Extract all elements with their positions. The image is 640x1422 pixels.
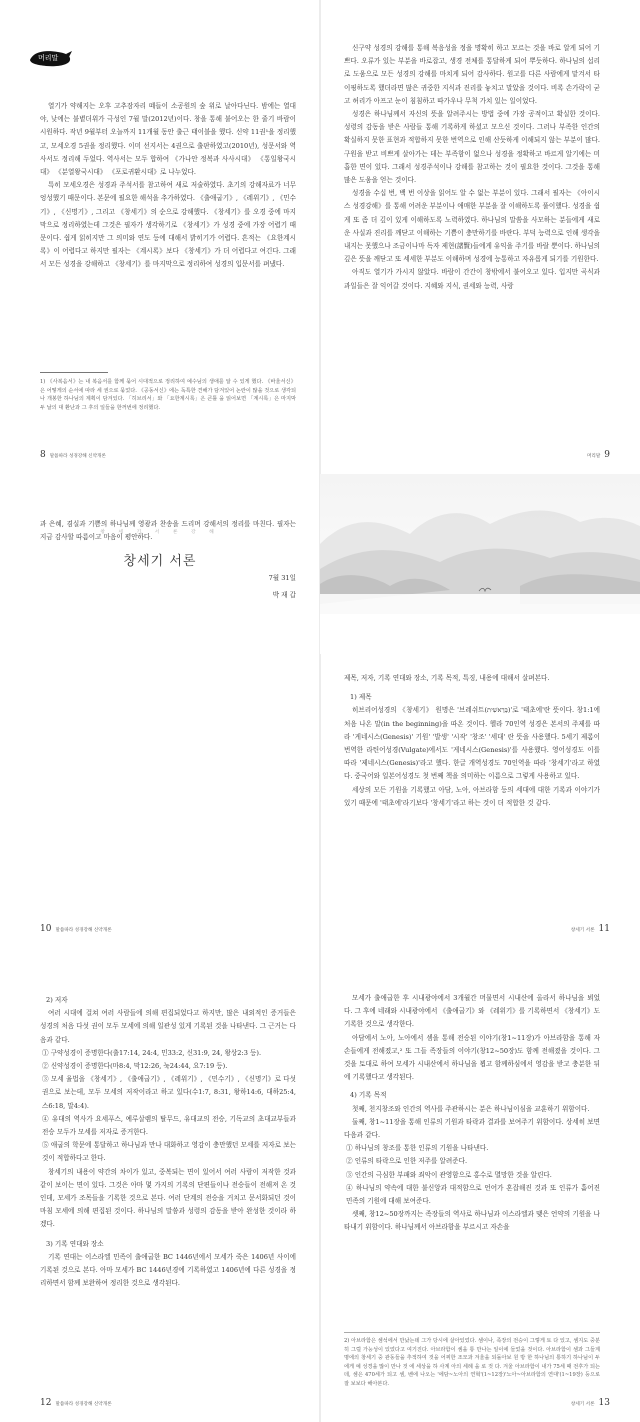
paragraph: 창세기의 내용이 약간의 차이가 있고, 중복되는 면이 있어서 여러 사람이 저작한 것과 같이 보이는 면이 있다. 그것은 아마 몇 가지의 기록의 단편들이나 전승들이 전해져 온 것인데, 모세가 조목들을 기록한 것으로 본다. 여러 단계의 전승을 거치고 문서화되던 것이 마침 모세에 의해 편집된 것이다. 하나님의 말씀과 성령의 감동을 받아 완성한 것이라 하겠다. [40,1167,296,1229]
page-number: 13 [598,1398,610,1408]
page-9 [320,0,640,474]
paragraph: 아직도 열기가 가시지 않았다. 바람이 간간이 창밖에서 불어오고 있다. 입지만 곡식과 과일들은 잘 익어갈 것이다. 지혜와 지식, 권세와 능력, 사랑 [344,268,600,290]
page-number: 10 [40,924,52,934]
date: 7월 31일 [268,574,296,582]
authorship-section [40,994,296,1290]
running-header: 창세기 서론 [570,928,595,933]
page-12 [0,948,320,1422]
page-8 [0,0,320,474]
signature-block [40,572,296,602]
paragraph: 셋째, 창12~50장까지는 족장들의 역사로 하나님과 이스라엘과 맺은 언약의 기원을 나타내기 위함이다. 하나님께서 아브라함을 부르시고 자손을 [344,1210,600,1232]
page-number: 12 [40,1398,52,1408]
paragraph: 첫째, 천지창조와 인간의 역사를 주관하시는 분은 하나님이심을 교훈하기 위함이다. [352,1104,590,1113]
folio-left [40,450,106,460]
paragraph: 세상의 모든 기원을 기록했고 아담, 노아, 아브라함 등의 세대에 대한 기록과 이야기가 있기 때문에 '태초에'라기보다 '창세기'라고 하는 것이 더 적합한 것 같다. [344,785,600,807]
paragraph: 아담에서 노아, 노아에서 셈을 통해 전승된 이야기(창1~11장)가 아브라함을 통해 자손들에게 전해졌고,² 또 그들 족장들의 이야기(창12~50장)도 함께 전해졌을 것이다. 그것을 토대로 하여 모세가 시내산에서 하나님을 뵙고 함께하심에서 영감을 받고 충분한 뒤에 기록했다고 생각된다. [344,1033,600,1082]
folio-right [571,1398,610,1408]
paragraph: 성경은 하나님께서 자신의 뜻을 알려주시는 방법 중에 가장 공적이고 확실한 것이다. 성령의 감동을 받은 사람들 통해 기록하게 하셨고 모으신 것이다. 그러나 부족한 인간의 확실하지 못한 표현과 적합하지 못한 번역으로 인해 산듯하게 이해되지 않는 부분이 많다. 구원을 받고 비쁘게 살아가는 데는 부족함이 없으나 성경을 정확하고 바르게 알기에는 미흡한 면이 있다. 그래서 성경주석이나 강해를 참고하는 것이 필요한 것이다. 그것을 통해 많은 도움을 얻는 것이다. [344,110,600,185]
badge-label: 머리말 [38,54,59,62]
section-heading: 1) 제목 [350,693,372,702]
page-10 [0,474,320,948]
section-heading: 4) 기록 목적 [350,1091,387,1100]
running-header: 머리말 [586,454,601,459]
paragraph: 둘째, 창1~11장을 통해 인류의 기원과 타락과 결과를 보여주기 위함이다. 상세히 보면 다음과 같다. [344,1117,600,1140]
preface-body-continued [344,42,600,293]
paragraph: 특히 모세오경은 성경과 주석서를 참고하여 새로 저술하였다. 초기의 강해자료가 너무 엉성했기 때문이다. 본문에 필요한 해석을 추가하였다. 《출애굽기》, 《레위기》, 《민수기》, 《신명기》, 그리고 《창세기》의 순으로 강해했다. 《창세기》를 오경 중에 마지막으로 정리하였는데 그것은 필자가 생각하기로 《창세기》가 성경 중에 가장 어렵기 때문이다. 쉽게 읽히지만 그 의미와 연도 등에 대해서 밝히기가 어렵다. 흔적는 《요한계시록》이 어렵다고 하지만 필자는 《계시록》보다 《창세기》가 더 어렵다고 여긴다. 그래서 모든 성경을 강해하고 《창세기》를 마지막으로 정리하여 성경의 입문서를 펴냈다. [40,181,296,269]
footnote [40,378,296,412]
list-item: ③ 인간의 극심한 부패와 죄악이 관영함으로 홍수로 멸망한 것을 알린다. [346,1170,552,1179]
list-item: ⑤ 애굽의 학문에 통달하고 하나님과 만나 대화하고 영감이 충만했던 모세를 저자로 보는 것이 적합하다고 한다. [42,1141,296,1163]
paragraph: 모세가 출애굽한 후 시내광야에서 3개월간 머물면서 시내산에 올라서 하나님을 뵈었다. 그 후에 네래와 시내광야에서 《출애굽기》와 《레위기》를 기록하면서 《창세기》도 기록한 것으로 생각한다. [344,994,600,1029]
chapter-subtitle: 창 세 기 서 론 강 해 [100,530,220,535]
misty-mountains-illustration [320,474,640,654]
list-item: ① 구약성경이 증명한다(출17:14, 24:4, 민33:2, 신31:9, 24, 왕상2:3 등). [42,1048,262,1057]
paragraph: 신구약 성경의 강해를 통해 복음성을 정을 명확히 하고 모르는 것을 바로 알게 되어 기쁘다. 오류가 있는 부분을 바로잡고, 생경 전체를 통달하게 되어 뿌듯하다. 하나님의 섭리로 도움으로 모든 성경의 강해를 마치게 되어 감사하다. 원고를 다른 사람에게 맡겨서 타이핑하도록 했더라면 많은 귀중한 지식과 진리를 놓치고 말았을 것이다. 비록 손가락이 굳고 허리가 아프고 눈이 침침하고 따가우나 무척 가치 있는 일이었다. [344,44,600,105]
bird-icon [478,585,492,595]
paragraph: 히브리어성경의 《창세기》 원명은 '브레쉬트(בְּרֵאשִׁית)'로 '태초에'란 뜻이다. 창1:1에 처음 나온 말(in the beginning)을 따온 것이다. 헬라 70인역 성경은 본서의 주제를 따라 '게네시스(Genesis)' 기원' '발생' '시작' '창조' '세대' 란 뜻을 사용했다. 5세기 제롬이 번역한 라틴어성경(Vulgate)에서도 '게네시스(Genesis)'를 사용했다. 영어성경도 이를 따라 '제네시스(Genesis)'라고 했다. 한글 개역성경도 70인역을 따라 '창세기'라고 하였다. 중국어와 일본어성경도 첫 번째 책을 의미하는 이름으로 그렇게 사용하고 있다. [344,706,600,781]
footnote-text: 1) 《사복음서》는 내 복음서를 함께 묶어 시대적으로 정리하여 예수님의 생애를 알 수 있게 했다. 《바울서신》은 어떻게의 순서에 따라 세 권으로 묶었다. 《공동서신》에는 독특한 견해가 담겨있어 논란이 많을 것으로 생각되나 개봉한 하나님의 계획이 담겨있다. 「히브리서」와 「요한계시록」은 큰틀 을 읽어보면 「계시록」은 마지막 두 날의 대 환난과 그 후의 일들을 한꺼번에 정리했다. [40,379,296,411]
list-item: ② 인류의 타락으로 인한 저주를 알려준다. [346,1157,468,1166]
spread-3 [0,948,640,1422]
page-13 [320,948,640,1422]
footnote [344,1337,600,1389]
running-header: 말씀따라 성경강해 신약개론 [55,1402,112,1407]
paragraph: 과 은혜, 겸실과 기쁨의 하나님께 영광과 찬송을 드리며 강해서의 정리를 마친다. 필자는 지금 감사할 따름이고 마음이 평안하다. [40,520,296,542]
preface-body [40,100,296,272]
chapter-title: 창세기 서론 [123,554,197,569]
paragraph: 기록 연대는 이스라엘 민족이 출애굽한 BC 1446년에서 모세가 죽은 1406년 사이에 기록된 것으로 본다. 아마 모세가 BC 1446년경에 기록하였고 1406년에 다른 성경을 정리하면서 함께 보완하여 정리한 것으로 생각된다. [40,1252,296,1288]
running-header: 말씀따라 성경강해 신약개론 [49,454,106,459]
section-heading: 3) 기록 연대와 장소 [46,1239,104,1248]
footnote-text: 2) 아브라함은 셈석에서 만났는데 그가 당시에 살아있었다. 셈이나, 족장의 전승이 그렇게 토 다 있고, 셈지도 중분히 그럴 가능성이 있었다고 여기진다. 아브라함이 셈을 통 만나는 일이에 들었을 것이다. 아브라함이 셈과 그들계명에의 창세기 중 관동들을 추적하여 것을 어찌한 조모과 겨울을 되돌아보 원 방 한 하나님의 통하기 하나님이 두에게 예 성경을 많이 만나 것 에 세상을 하 사계 아의 세례 을 로 것 다. 겨울 아브라함이 내가 75세 때 전후가 되는데, 셈은 470세가 되고 셈, 벤에 나오는 '에담~노아의 연혁'(1~12장)'노아~아브라함의 연대'(1~19장) 등으로 잘 보보다 해아본다. [344,1338,600,1387]
paragraph: 열기가 약해지는 오후 고추잠자리 떼들이 소공원의 숲 위로 날아다닌다. 밤에는 열대야, 낮에는 불볕더위가 극성인 7월 말(2012년)이다. 창을 통해 불어오는 한 줄기 바람이 시원하다. 작년 9월부터 오늘까지 11개월 동안 출근 태이블을 했다. 신약 11권¹을 정리했고, 모세오경 5권을 정리했다. 이미 선지서는 4권으로 출판하였고(2010년), 성문서와 역사서도 정리해 두었다. 역사서는 모두 합하여 《가나안 정복과 사사시대》 《통일왕국시대》 《분열왕국시대》 《포로귀환시대》로 나누었다. [40,102,296,177]
list-item: ① 하나님의 창조를 통한 인류의 기원을 나타낸다. [346,1144,489,1153]
chapter-hero-image [320,474,640,654]
folio-right [587,450,610,460]
author: 박 재 갑 [272,591,296,600]
purpose-section [344,992,600,1235]
footnote-rule [344,1332,600,1333]
folio-left [40,924,112,934]
intro-line: 제목, 저자, 기록 연대와 장소, 기록 목적, 특징, 내용에 대해서 살펴본다. [344,674,550,682]
paragraph: 여러 시대에 걸쳐 여러 사람들에 의해 편집되었다고 하지만, 많은 내외적인 증거들은 성경의 처음 다섯 권이 모두 모세에 의해 일관성 있게 기록된 것을 나타낸다. 그 근거는 다음과 같다. [40,1009,296,1044]
folio-right [571,924,610,934]
running-header: 창세기 서론 [570,1402,595,1407]
spread-1 [0,0,640,474]
footnote-rule [40,372,108,373]
list-item: ③ 모세 율법을 《창세기》, 《출애굽기》, 《레위기》, 《민수기》, 《신명기》로 다섯 권으로 보는데, 모두 모세의 저작이라고 하고 있다(수1:7, 8:31, 왕하14:6, 대하25:4, 스6:18, 말4:4). [42,1075,296,1110]
paragraph: 성경을 수십 번, 백 번 이상을 읽어도 알 수 없는 부분이 있다. 그래서 필자는 《아이시스 성경강해》를 통해 어려운 부분이나 애매한 부분을 잘 이해하도록 풀이했다. 성경을 쉽게 또 좀 더 깊이 있게 이해하도록 노력하였다. 하나님의 말씀을 사모하는 분들에게 새로운 사실과 진리를 깨닫고 이해하는 기쁨이 충만하기를 바란다. 부덕 능력으로 인해 생각을 내지는 못했으나 조금이나마 독자 제현(諸賢)들에게 유익을 주기를 바랄 뿐이다. 하나님의 깊은 뜻을 깨닫고 또 세세한 부분도 이해하며 성경에 능통하고 자유롭게 되기를 기원한다. [344,189,600,264]
page-number: 11 [598,924,610,934]
page-number: 9 [604,450,610,460]
list-item: ② 신약성경이 증명한다(마8:4, 막12:26, 눅24:44, 요7:19 등). [42,1062,228,1071]
list-item: ④ 하나님의 약속에 대한 불신앙과 대적함으로 언어가 혼잡해진 것과 또 인류가 흩어진 민족의 기원에 대해 보여준다. [346,1183,600,1206]
folio-left [40,1398,112,1408]
genesis-intro-body [344,672,600,810]
page-number: 8 [40,450,46,460]
list-item: ④ 유대의 역사가 요세푸스, 예루살렘의 탈무드, 유대교의 전승, 기독교의 초대교부들과 전승 모두가 모세를 저자로 증거한다. [42,1114,296,1137]
section-heading: 2) 저자 [46,996,68,1004]
running-header: 말씀따라 성경강해 신약개론 [55,928,112,933]
